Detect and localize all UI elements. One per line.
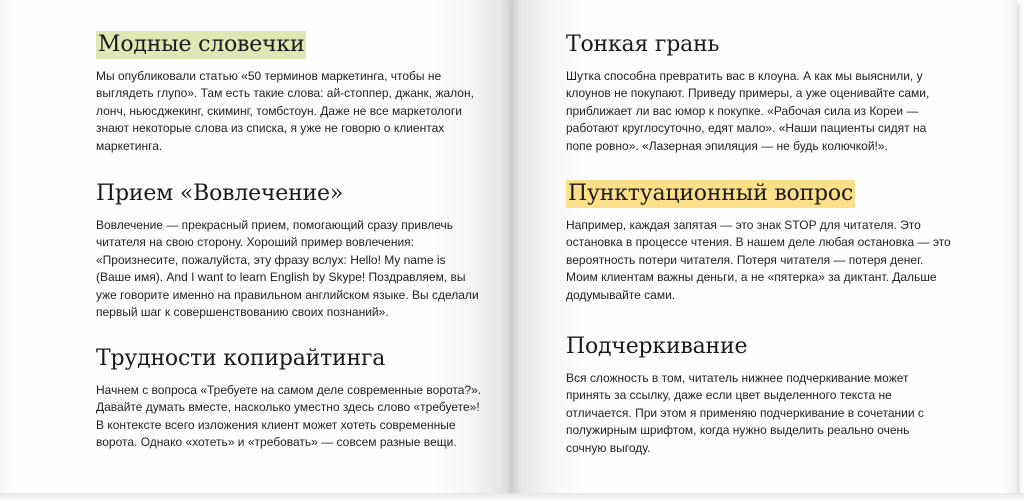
title-text: Подчеркивание [566,334,748,359]
section-title [566,179,926,209]
body-line: читателя на свою сторону. Хороший пример вовлечения: [96,235,414,250]
title-text: Трудности копирайтинга [96,346,386,371]
body-line: принять за ссылку, даже если цвет выделенного текста не [566,388,892,403]
section-body [566,370,926,457]
section-trendy-words [96,30,474,155]
section-title [96,179,456,209]
section-underlining [566,332,926,457]
body-line: ворота. Однако «хотеть» и «требовать» — совсем разные вещи. [96,435,457,450]
body-line: приближает ли вас юмор к покупке. «Рабочая сила из Кореи — [566,103,919,118]
title-text: Прием «Вовлечение» [96,181,344,206]
body-line: первый шаг к совершенствованию своих познаний». [96,305,389,320]
highlighted-title-text: Пунктуационный вопрос [568,181,854,206]
body-line: маркетинга. [96,138,163,153]
section-title [96,30,456,60]
section-body [96,217,479,321]
body-line: Вовлечение — прекрасный прием, помогающий сразу привлечь [96,218,454,232]
body-line: выглядеть глупо». Там есть такие слова: ай-стоппер, джанк, жалон, [96,86,474,101]
body-line: знают некоторые слова из списка, я уже не говорю о клиентах [96,121,445,136]
body-line: (Ваше имя). And I want to learn English by Skype! Поздравляем, вы [96,270,466,285]
section-body [566,217,951,304]
body-line: сочную выгоду. [566,440,651,455]
section-body [96,382,482,452]
body-line: попе ровно». «Лазерная эпиляция — не будь колючкой!». [566,138,888,153]
body-line: работают круглосуточно, едят мало». «Наши пациенты сидят на [566,121,927,136]
body-line: остановка в процессе чтения. В нашем деле любая остановка — это [566,235,951,250]
section-title [96,344,456,374]
body-line: Давайте думать вместе, насколько уместно здесь слово «требуете»! [96,400,480,415]
body-line: Моим клиентам важны деньги, а не «пятерка» за диктант. Дальше [566,270,937,285]
body-line: «Произнесите, пожалуйста, эту фразу вслух: Hello! My name is [96,252,446,267]
body-line: клоунов не покупают. Приведу примеры, а уже оценивайте сами, [566,86,930,101]
section-punctuation [566,179,951,304]
right-page [512,0,1017,493]
body-line: лонч, ньюсджекинг, скиминг, томбстоун. Даже не все маркетологи [96,103,462,118]
title-text: Тонкая грань [566,32,720,57]
body-line: Мы опубликовали статью «50 терминов маркетинга, чтобы не [96,69,442,83]
body-line: Вся сложность в том, читатель нижнее подчеркивание может [566,371,909,385]
left-page [0,0,512,493]
section-body [566,68,930,155]
section-engagement [96,179,479,321]
body-line: вероятность потери читателя. Потеря читателя — потеря денег. [566,252,924,267]
body-line: отличается. При этом я применяю подчеркивание в сочетании с [566,405,924,420]
body-line: В контексте всего изложения клиент может хотеть современные [96,417,456,432]
section-body [96,68,474,155]
page-bottom-shadow [0,493,1024,501]
section-fine-line [566,30,930,155]
body-line: уже говорите именно на правильном английском языке. Вы сделали [96,287,479,302]
section-title [566,332,926,362]
body-line: додумывайте сами. [566,287,676,302]
highlighted-title-text: Модные словечки [98,32,305,57]
section-copywriting-difficulties [96,344,482,452]
body-line: Начнем с вопроса «Требуете на самом деле современные ворота?». [96,383,482,397]
body-line: Шутка способна превратить вас в клоуна. А как мы выяснили, у [566,69,923,83]
section-title [566,30,926,60]
body-line: Например, каждая запятая — это знак STOP для читателя. Это [566,218,921,232]
body-line: полужирным шрифтом, когда нужно выделить реально очень [566,423,910,438]
